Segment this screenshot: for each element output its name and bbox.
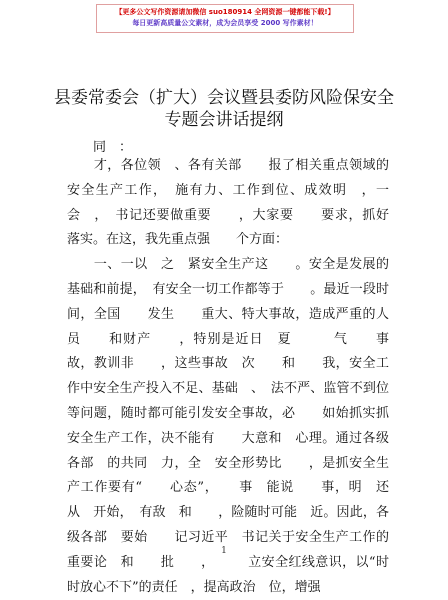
body-text	[67, 154, 416, 600]
paragraph-section-one: 一、一以 之 紧安全生产这 。安全是发展的基础和前提， 有安全一切工作都等于 。最近一段时间，全国 发生 重大、特大事故，造成严重的人员 和财产 ，特别是近日 夏 气 事故，教训非 ，这些事故 次 和 我，安全工作中安全生产投入不足、基础 、 法不严、监管不到位等问题，随时都可能引发安全事故，必 如始抓实抓 安全生产工作，决不能有 大意和 心理。通过各级各部 的共同 力，全 安全形势比 ，是抓安全生产工作要有“ 心态”， 事 能说 事，明 还 从 开始， 有敌 和 ，险随时可能 近。因此，各级各部 要始 记习近平 书记关于安全生产工作的重要论 和 批 ， 立安全红线意识，以“时时放心不下”的责任 ，提高政治 位，增强	[67, 257, 403, 595]
salutation: 同 ：	[93, 140, 133, 155]
promo-banner-line2: 每日更新高质量公文素材，成为会员享受 2000 写作素材！	[132, 19, 318, 27]
document-title-line1: 县委常委会（扩大）会议暨县委防风险保安全	[54, 88, 394, 108]
promo-banner	[96, 4, 354, 33]
promo-banner-line1: 【更多公文写作资源请加微信 suo180914 全网资源一键都能下载!】	[115, 8, 335, 16]
paragraph-opening: 才，各位领 、各有关部 报了相关重点领域的安全生产工作， 施有力、工作到位、成效明 ，一会 ， 书记还要做重要 ，大家要 要求，抓好 落实。在这，我先重点强 个方面：	[67, 158, 416, 248]
document-title-line2: 专题会讲话提纲	[164, 110, 284, 130]
page-number: 1	[221, 546, 227, 556]
